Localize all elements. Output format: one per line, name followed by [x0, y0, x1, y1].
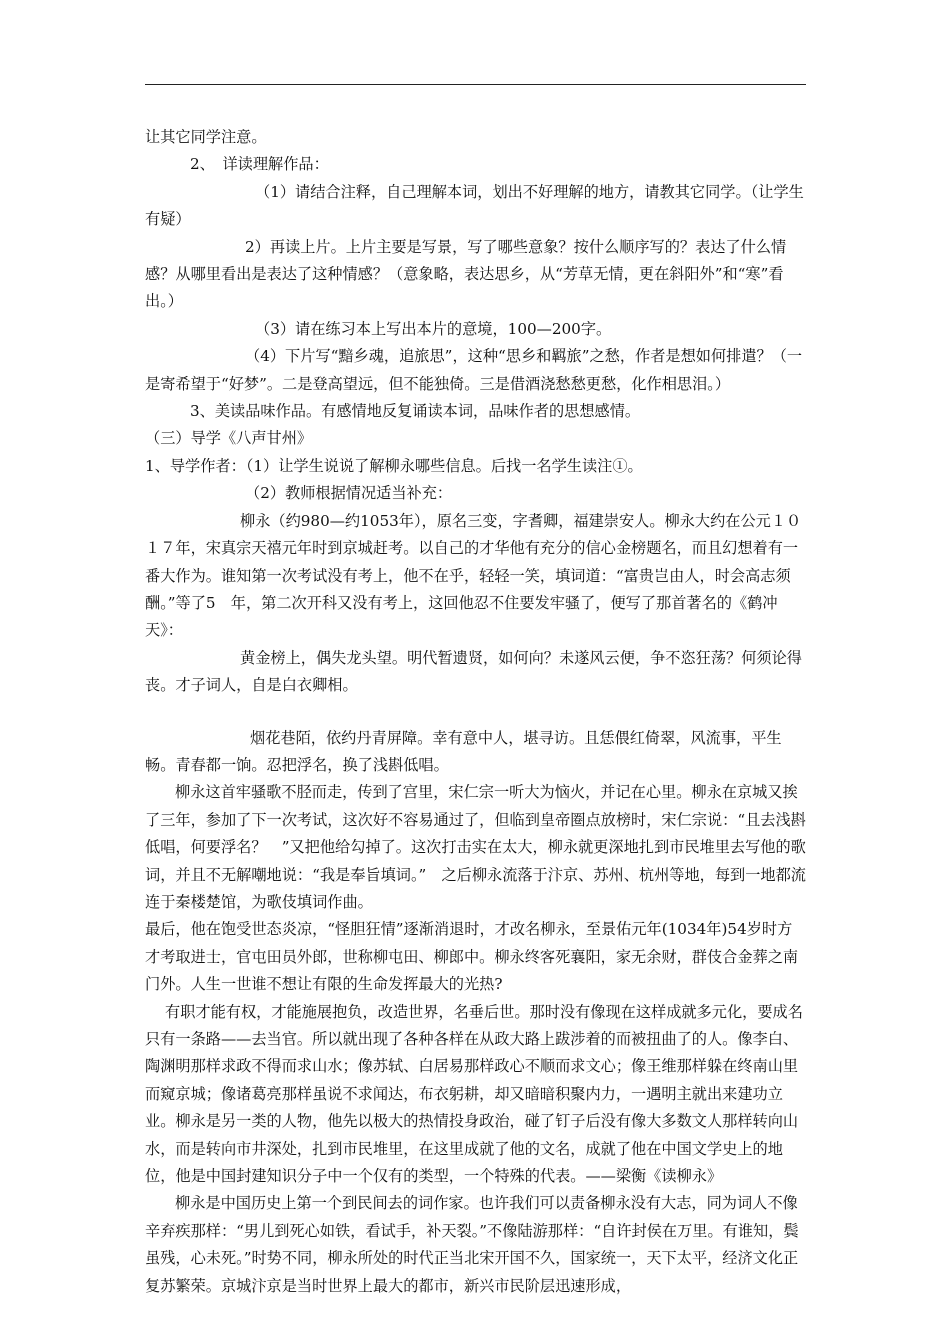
- section-heading: 3、美读品味作品。有感情地反复诵读本词，品味作者的思想感情。: [190, 402, 641, 421]
- paragraph: 1、导学作者：（1）让学生说说了解柳永哪些信息。后找一名学生读注①。: [145, 456, 643, 475]
- paragraph: （3）请在练习本上写出本片的意境，100—200字。: [255, 319, 612, 338]
- paragraph: 2）再读上片。上片主要是写景，写了哪些意象？按什么顺序写的？表达了什么情感？从哪里看出是表达了这种情感？（意象略，表达思乡，从“芳草无情，更在斜阳外”和“寒”看出。）: [145, 237, 787, 311]
- section-heading: （三）导学《八声甘州》: [145, 429, 313, 448]
- header-rule: [145, 84, 806, 85]
- spacer: [145, 700, 807, 725]
- document-body: [145, 124, 807, 1300]
- paragraph: 柳永是中国历史上第一个到民间去的词作家。也许我们可以责备柳永没有大志，同为词人不像辛弃疾那样：“男儿到死心如铁，看试手，补天裂。”不像陆游那样：“自许封侯在万里。有谁知，鬓虽残，心未死。”时势不同，柳永所处的时代正当北宋开国不久，国家统一，天下太平，经济文化正复苏繁荣。京城汴京是当时世界上最大的都市，新兴市民阶层迅速形成，: [145, 1194, 799, 1295]
- paragraph: 柳永（约980—约1053年），原名三变，字耆卿，福建崇安人。柳永大约在公元１０１７年，宋真宗天禧元年时到京城赶考。以自己的才华他有充分的信心金榜题名，而且幻想着有一番大作为。谁知第一次考试没有考上，他不在乎，轻轻一笑，填词道：“富贵岂由人，时会高志须酬。”等了5 年，第二次开科又没有考上，这回他忍不住要发牢骚了，便写了那首著名的《鹤冲天》：: [145, 511, 802, 640]
- poem-stanza: 烟花巷陌，依约丹青屏障。幸有意中人，堪寻访。且恁偎红倚翠，风流事，平生畅。青春都一饷。忍把浮名，换了浅斟低唱。: [145, 728, 782, 774]
- poem-stanza: 黄金榜上，偶失龙头望。明代暂遗贤，如何向？未遂风云便，争不恣狂荡？何须论得丧。才子词人，自是白衣卿相。: [145, 648, 802, 695]
- paragraph: （4）下片写“黯乡魂，追旅思”，这种“思乡和羁旅”之愁，作者是想如何排遣？（一是寄希望于“好梦”。二是登高望远，但不能独倚。三是借酒浇愁愁更愁，化作相思泪。）: [145, 347, 803, 393]
- section-heading: 2、 详读理解作品：: [190, 155, 329, 174]
- paragraph: （2）教师根据情况适当补充：: [245, 484, 453, 503]
- paragraph: （1）请结合注释，自己理解本词，划出不好理解的地方，请教其它同学。（让学生有疑）: [145, 182, 804, 229]
- paragraph: 最后，他在饱受世态炎凉，“怪胆狂情”逐渐消退时，才改名柳永，至景佑元年(1034年)54岁时方才考取进士，官屯田员外郎，世称柳屯田、柳郎中。柳永终客死襄阳，家无余财，群伎合金葬之南门外。人生一世谁不想让有限的生命发挥最大的光热?: [145, 920, 799, 994]
- paragraph: 柳永这首牢骚歌不胫而走，传到了宫里，宋仁宗一听大为恼火，并记在心里。柳永在京城又挨了三年，参加了下一次考试，这次好不容易通过了，但临到皇帝圈点放榜时，宋仁宗说：“且去浅斟低唱，何要浮名？ ”又把他给勾掉了。这次打击实在太大，柳永就更深地扎到市民堆里去写他的歌词，并且不无解嘲地说：“我是奉旨填词。” 之后柳永流落于汴京、苏州、杭州等地，每到一地都流连于秦楼楚馆，为歌伎填词作曲。: [145, 783, 806, 911]
- paragraph: 让其它同学注意。: [145, 128, 267, 146]
- paragraph: 有职才能有权，才能施展抱负，改造世界，名垂后世。那时没有像现在这样成就多元化，要成名只有一条路——去当官。所以就出现了各种各样在从政大路上跋涉着的而被扭曲了的人。像李白、陶渊明那样求政不得而求山水；像苏轼、白居易那样政心不顺而求文心；像王维那样躲在终南山里而窥京城；像诸葛亮那样虽说不求闻达，布衣躬耕，却又暗暗积聚内力，一遇明主就出来建功立业。柳永是另一类的人物，他先以极大的热情投身政治，碰了钉子后没有像大多数文人那样转向山水，而是转向市井深处，扎到市民堆里，在这里成就了他的文名，成就了他在中国文学史上的地位，他是中国封建知识分子中一个仅有的类型，一个特殊的代表。——梁衡《读柳永》: [145, 1002, 803, 1186]
